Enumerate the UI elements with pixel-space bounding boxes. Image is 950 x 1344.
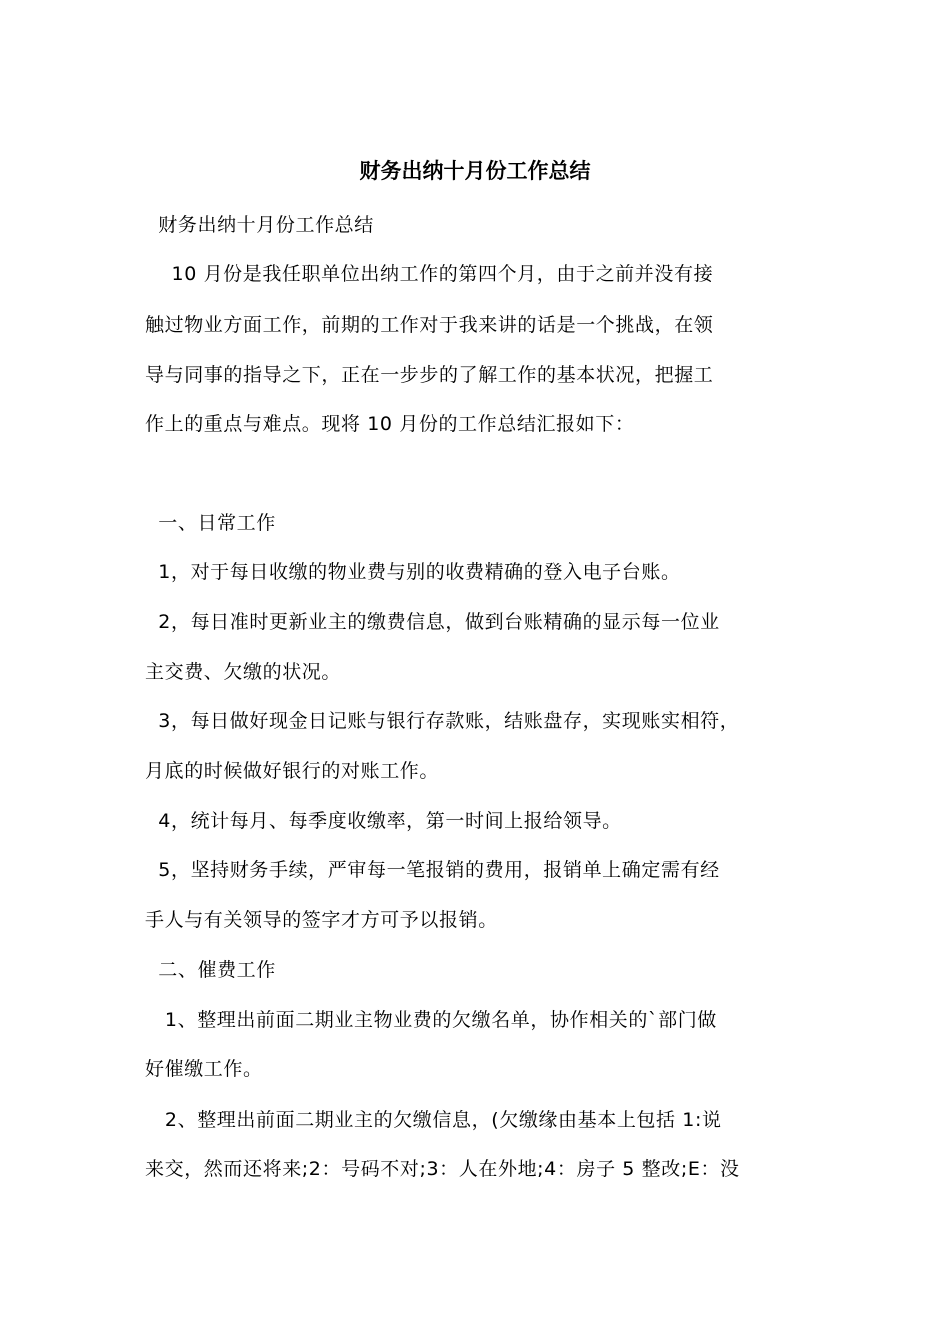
document-title: 财务出纳十月份工作总结	[359, 159, 591, 183]
paragraph-line: 3，每日做好现金日记账与银行存款账，结账盘存，实现账实相符，	[145, 710, 740, 732]
section-heading: 一、日常工作	[145, 512, 276, 534]
paragraph-line: 好催缴工作。	[145, 1058, 263, 1080]
paragraph-line: 1，对于每日收缴的物业费与别的收费精确的登入电子台账。	[145, 561, 681, 583]
paragraph-line: 月底的时候做好银行的对账工作。	[145, 760, 440, 782]
section-heading: 二、催费工作	[145, 959, 276, 981]
paragraph-line: 主交费、欠缴的状况。	[145, 661, 342, 683]
paragraph-line: 来交，然而还将来;2：号码不对;3：人在外地;4：房子 5 整改;E：没	[145, 1158, 740, 1180]
paragraph-line: 1、整理出前面二期业主物业费的欠缴名单，协作相关的`部门做	[145, 1009, 717, 1031]
paragraph-line: 5，坚持财务手续，严审每一笔报销的费用，报销单上确定需有经	[145, 859, 720, 881]
paragraph-line: 财务出纳十月份工作总结	[145, 214, 374, 236]
paragraph-line: 作上的重点与难点。现将 10 月份的工作总结汇报如下：	[145, 413, 635, 435]
paragraph-line: 2、整理出前面二期业主的欠缴信息，(欠缴缘由基本上包括 1:说	[145, 1109, 722, 1131]
paragraph-line: 10 月份是我任职单位出纳工作的第四个月，由于之前并没有接	[145, 263, 714, 285]
paragraph-line: 手人与有关领导的签字才方可予以报销。	[145, 909, 498, 931]
paragraph-line: 4，统计每月、每季度收缴率，第一时间上报给领导。	[145, 810, 622, 832]
paragraph-line: 触过物业方面工作，前期的工作对于我来讲的话是一个挑战，在领	[145, 314, 714, 336]
paragraph-line: 导与同事的指导之下，正在一步步的了解工作的基本状况，把握工	[145, 364, 714, 386]
paragraph-line: 2，每日准时更新业主的缴费信息，做到台账精确的显示每一位业	[145, 611, 720, 633]
